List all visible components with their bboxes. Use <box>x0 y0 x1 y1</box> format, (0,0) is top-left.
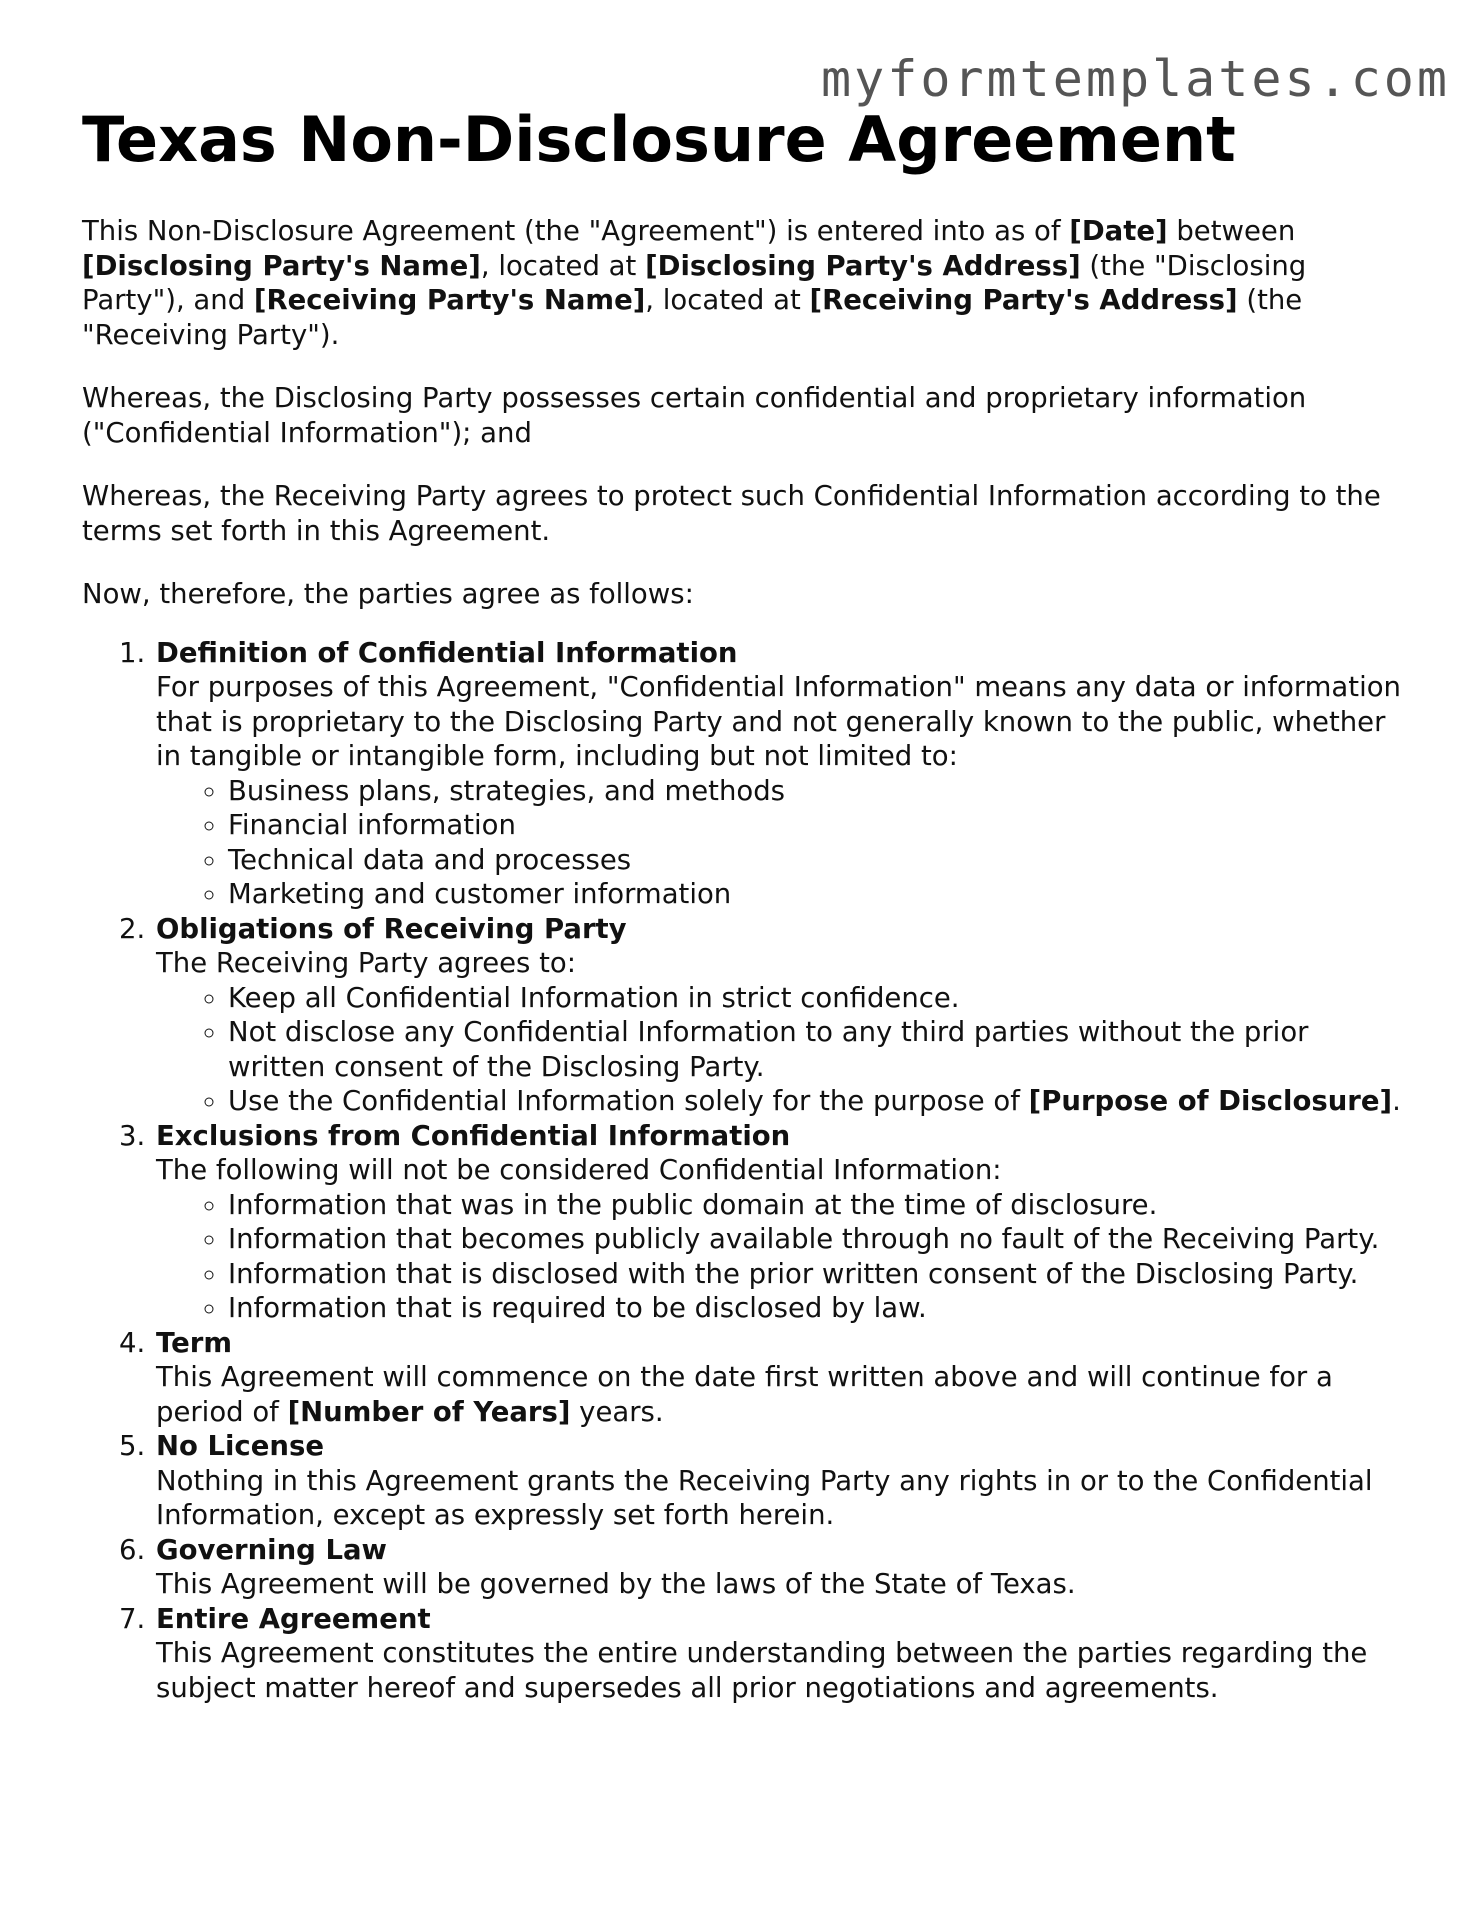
list-item: ◦ Information that becomes publicly available through no fault of the Receiving Party. <box>228 1222 1412 1257</box>
list-item: ◦ Business plans, strategies, and methods <box>228 774 1412 809</box>
section-items <box>156 981 1412 1119</box>
section-items <box>156 774 1412 912</box>
intro-text: , located at <box>480 249 646 282</box>
list-item: ◦ Technical data and processes <box>228 843 1412 878</box>
section-body: This Agreement constitutes the entire understanding between the parties regarding the subject matter hereof and supersedes all prior negotiations and agreements. <box>156 1637 1368 1704</box>
section-entire-agreement <box>154 1602 1412 1706</box>
section-items <box>156 1188 1412 1326</box>
purpose-placeholder: [Purpose of Disclosure] <box>1028 1085 1393 1117</box>
disclosing-party-name-placeholder: [Disclosing Party's Name] <box>82 249 481 282</box>
now-therefore-paragraph: Now, therefore, the parties agree as follows: <box>82 578 694 610</box>
purpose-suffix: . <box>1392 1085 1401 1117</box>
list-item <box>228 1084 1412 1119</box>
list-item: ◦ Marketing and customer information <box>228 877 1412 912</box>
document-page <box>82 104 1412 1705</box>
date-placeholder: [Date] <box>1069 215 1168 247</box>
section-term <box>154 1326 1412 1430</box>
receiving-party-address-placeholder: [Receiving Party's Address] <box>809 284 1238 316</box>
section-body: Nothing in this Agreement grants the Receiving Party any rights in or to the Confidential Information, except as expressly set forth herein. <box>156 1464 1373 1531</box>
intro-text: (the "Disclosing Party"), and <box>82 249 1307 316</box>
list-item: ◦ Keep all Confidential Information in strict confidence. <box>228 981 1412 1016</box>
whereas-paragraph-1: Whereas, the Disclosing Party possesses certain confidential and proprietary information ("Confidential Information"); and <box>82 382 1307 449</box>
intro-text: between <box>1167 215 1296 247</box>
list-item: ◦ Information that was in the public domain at the time of disclosure. <box>228 1188 1412 1223</box>
sections-list <box>82 636 1412 1706</box>
list-item: ◦ Not disclose any Confidential Information to any third parties without the prior written consent of the Disclosing Party. <box>228 1015 1412 1084</box>
section-definition <box>154 636 1412 912</box>
section-no-license <box>154 1429 1412 1533</box>
section-obligations <box>154 912 1412 1119</box>
intro-text: This Non-Disclosure Agreement (the "Agreement") is entered into as of <box>82 215 1070 247</box>
section-governing-law <box>154 1533 1412 1602</box>
section-title: 4. Term <box>156 1326 232 1359</box>
section-title: 6. Governing Law <box>156 1533 387 1566</box>
section-body: The Receiving Party agrees to: <box>156 947 576 979</box>
disclosing-party-address-placeholder: [Disclosing Party's Address] <box>645 249 1081 282</box>
section-title: 2. Obligations of Receiving Party <box>156 912 627 945</box>
section-body <box>156 1360 1412 1429</box>
receiving-party-name-placeholder: [Receiving Party's Name] <box>253 284 646 316</box>
purpose-text: Use the Confidential Information solely for the purpose of <box>228 1085 1029 1117</box>
section-exclusions <box>154 1119 1412 1326</box>
site-watermark: myformtemplates.com <box>821 50 1450 108</box>
list-item: ◦ Information that is disclosed with the prior written consent of the Disclosing Party. <box>228 1257 1412 1292</box>
term-text: This Agreement will commence on the date first written above and will continue for a period of <box>156 1361 1333 1428</box>
whereas-paragraph-2: Whereas, the Receiving Party agrees to protect such Confidential Information according to the terms set forth in this Agreement. <box>82 480 1381 547</box>
section-title: 1. Definition of Confidential Information <box>156 636 738 669</box>
section-title: 7. Entire Agreement <box>156 1602 431 1635</box>
intro-paragraph <box>82 214 1412 352</box>
section-body: The following will not be considered Confidential Information: <box>156 1154 1002 1186</box>
list-item: ◦ Information that is required to be disclosed by law. <box>228 1291 1412 1326</box>
years-placeholder: [Number of Years] <box>287 1395 571 1428</box>
list-item: ◦ Financial information <box>228 808 1412 843</box>
section-title: 5. No License <box>156 1430 324 1462</box>
term-suffix: years. <box>570 1395 664 1428</box>
section-body: This Agreement will be governed by the laws of the State of Texas. <box>156 1568 1076 1600</box>
section-title: 3. Exclusions from Confidential Information <box>156 1119 791 1152</box>
section-body: For purposes of this Agreement, "Confidential Information" means any data or information that is proprietary to the Disclosing Party and not generally known to the public, whether in tangible or intangible form, including but not limited to: <box>156 671 1401 772</box>
intro-text: , located at <box>645 284 810 316</box>
intro-text: (the "Receiving Party"). <box>82 284 1303 351</box>
document-title: Texas Non-Disclosure Agreement <box>82 103 1236 176</box>
